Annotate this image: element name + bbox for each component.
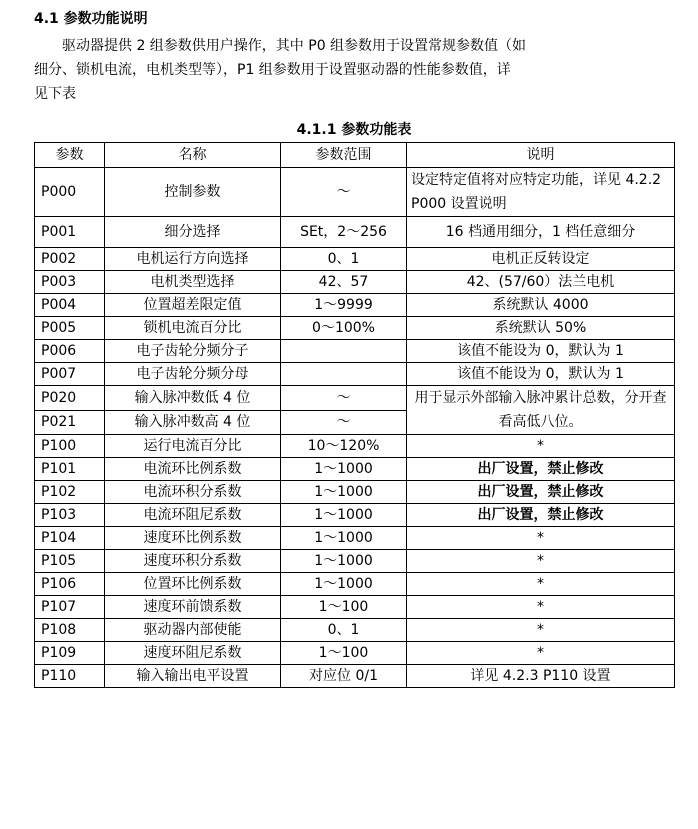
table-row bbox=[35, 317, 675, 340]
param-desc: 出厂设置，禁止修改 bbox=[407, 458, 675, 481]
header-name: 名称 bbox=[105, 143, 281, 168]
param-name: 输入脉冲数高 4 位 bbox=[105, 410, 281, 435]
table-row bbox=[35, 340, 675, 363]
param-desc: * bbox=[407, 642, 675, 665]
param-desc: 设定特定值将对应特定功能，详见 4.2.2 P000 设置说明 bbox=[407, 168, 675, 217]
param-range: 10～120% bbox=[281, 435, 407, 458]
param-range bbox=[281, 340, 407, 363]
param-code: P000 bbox=[35, 168, 105, 217]
param-code: P021 bbox=[35, 410, 105, 435]
param-desc: 42、(57/60）法兰电机 bbox=[407, 271, 675, 294]
param-range: 1～1000 bbox=[281, 527, 407, 550]
param-name: 输入输出电平设置 bbox=[105, 665, 281, 688]
table-row bbox=[35, 248, 675, 271]
param-desc: 电机正反转设定 bbox=[407, 248, 675, 271]
param-desc: 详见 4.2.3 P110 设置 bbox=[407, 665, 675, 688]
param-code: P005 bbox=[35, 317, 105, 340]
table-row bbox=[35, 458, 675, 481]
param-desc: * bbox=[407, 435, 675, 458]
param-desc: 该值不能设为 0，默认为 1 bbox=[407, 363, 675, 386]
param-desc: * bbox=[407, 527, 675, 550]
param-code: P004 bbox=[35, 294, 105, 317]
param-desc: * bbox=[407, 573, 675, 596]
param-range: 1～1000 bbox=[281, 550, 407, 573]
param-name: 电子齿轮分频分母 bbox=[105, 363, 281, 386]
table-row bbox=[35, 527, 675, 550]
param-range: 0～100% bbox=[281, 317, 407, 340]
param-range: 1～100 bbox=[281, 596, 407, 619]
param-desc: 系统默认 50% bbox=[407, 317, 675, 340]
param-desc: 出厂设置，禁止修改 bbox=[407, 504, 675, 527]
table-row bbox=[35, 271, 675, 294]
param-range: SEt，2～256 bbox=[281, 217, 407, 248]
param-code: P100 bbox=[35, 435, 105, 458]
param-range: 1～1000 bbox=[281, 458, 407, 481]
paragraph-line: 驱动器提供 2 组参数供用户操作，其中 P0 组参数用于设置常规参数值（如 bbox=[62, 38, 527, 54]
param-code: P006 bbox=[35, 340, 105, 363]
param-range bbox=[281, 363, 407, 386]
param-desc: 用于显示外部输入脉冲累计总数，分开查看高低八位。 bbox=[407, 386, 675, 435]
param-range: ～ bbox=[281, 410, 407, 435]
param-name: 电子齿轮分频分子 bbox=[105, 340, 281, 363]
param-range: 1～1000 bbox=[281, 573, 407, 596]
param-name: 位置超差限定值 bbox=[105, 294, 281, 317]
param-name: 驱动器内部使能 bbox=[105, 619, 281, 642]
param-code: P002 bbox=[35, 248, 105, 271]
table-caption: 4.1.1 参数功能表 bbox=[296, 122, 412, 138]
paragraph-line: 细分、锁机电流，电机类型等），P1 组参数用于设置驱动器的性能参数值，详 bbox=[34, 62, 511, 78]
table-header-row bbox=[35, 143, 675, 168]
table-row bbox=[35, 550, 675, 573]
table-row bbox=[35, 363, 675, 386]
param-name: 锁机电流百分比 bbox=[105, 317, 281, 340]
param-range: 1～9999 bbox=[281, 294, 407, 317]
param-code: P001 bbox=[35, 217, 105, 248]
param-desc: 系统默认 4000 bbox=[407, 294, 675, 317]
param-code: P110 bbox=[35, 665, 105, 688]
table-row bbox=[35, 386, 675, 411]
param-desc: 该值不能设为 0，默认为 1 bbox=[407, 340, 675, 363]
param-name: 电机运行方向选择 bbox=[105, 248, 281, 271]
intro-paragraph bbox=[34, 34, 674, 106]
param-code: P020 bbox=[35, 386, 105, 411]
param-name: 控制参数 bbox=[105, 168, 281, 217]
table-row bbox=[35, 168, 675, 217]
header-desc: 说明 bbox=[407, 143, 675, 168]
paragraph-line: 见下表 bbox=[34, 86, 76, 102]
table-row bbox=[35, 504, 675, 527]
param-code: P104 bbox=[35, 527, 105, 550]
param-name: 细分选择 bbox=[105, 217, 281, 248]
param-desc: * bbox=[407, 596, 675, 619]
table-row bbox=[35, 294, 675, 317]
param-code: P102 bbox=[35, 481, 105, 504]
table-row bbox=[35, 642, 675, 665]
param-name: 速度环前馈系数 bbox=[105, 596, 281, 619]
param-range: 1～1000 bbox=[281, 481, 407, 504]
param-name: 速度环阻尼系数 bbox=[105, 642, 281, 665]
table-row bbox=[35, 435, 675, 458]
param-range: ～ bbox=[281, 168, 407, 217]
table-row bbox=[35, 596, 675, 619]
param-range: 42、57 bbox=[281, 271, 407, 294]
param-code: P108 bbox=[35, 619, 105, 642]
param-name: 输入脉冲数低 4 位 bbox=[105, 386, 281, 411]
param-name: 电流环比例系数 bbox=[105, 458, 281, 481]
param-range: 1～1000 bbox=[281, 504, 407, 527]
section-title: 4.1 参数功能说明 bbox=[34, 11, 148, 27]
table-row bbox=[35, 217, 675, 248]
param-range: 对应位 0/1 bbox=[281, 665, 407, 688]
parameter-table bbox=[34, 142, 675, 688]
table-row bbox=[35, 665, 675, 688]
param-code: P003 bbox=[35, 271, 105, 294]
param-desc: 出厂设置，禁止修改 bbox=[407, 481, 675, 504]
param-range: 0、1 bbox=[281, 619, 407, 642]
param-code: P105 bbox=[35, 550, 105, 573]
header-param: 参数 bbox=[35, 143, 105, 168]
param-range: ～ bbox=[281, 386, 407, 411]
param-desc: * bbox=[407, 550, 675, 573]
param-code: P109 bbox=[35, 642, 105, 665]
param-name: 电机类型选择 bbox=[105, 271, 281, 294]
param-name: 运行电流百分比 bbox=[105, 435, 281, 458]
param-name: 速度环积分系数 bbox=[105, 550, 281, 573]
param-name: 电流环积分系数 bbox=[105, 481, 281, 504]
table-row bbox=[35, 573, 675, 596]
param-desc: 16 档通用细分，1 档任意细分 bbox=[407, 217, 675, 248]
param-code: P103 bbox=[35, 504, 105, 527]
table-row bbox=[35, 619, 675, 642]
param-name: 位置环比例系数 bbox=[105, 573, 281, 596]
param-range: 0、1 bbox=[281, 248, 407, 271]
param-range: 1～100 bbox=[281, 642, 407, 665]
table-row bbox=[35, 481, 675, 504]
param-code: P106 bbox=[35, 573, 105, 596]
header-range: 参数范围 bbox=[281, 143, 407, 168]
param-code: P101 bbox=[35, 458, 105, 481]
param-code: P107 bbox=[35, 596, 105, 619]
param-name: 速度环比例系数 bbox=[105, 527, 281, 550]
param-desc: * bbox=[407, 619, 675, 642]
param-code: P007 bbox=[35, 363, 105, 386]
param-name: 电流环阻尼系数 bbox=[105, 504, 281, 527]
